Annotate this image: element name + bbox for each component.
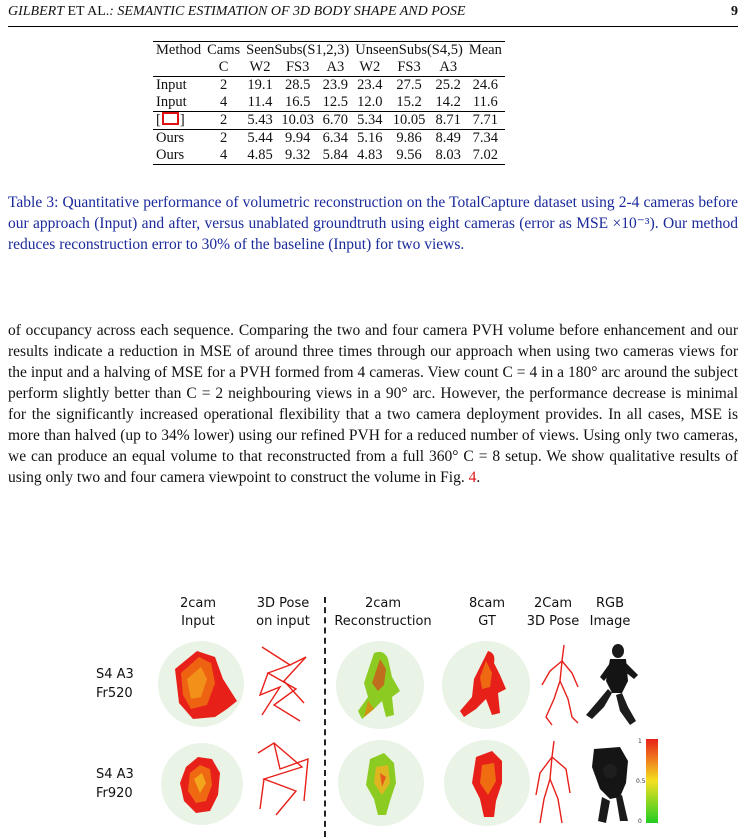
table-subheader-row (153, 59, 505, 77)
table-cell: 5.34 (352, 112, 387, 130)
row-label: S4 A3 Fr920 (96, 767, 134, 801)
body-paragraph: of occupancy across each sequence. Comparing the two and four camera PVH volume before enhancement and our results indicate a reduction in MSE of around three times through our approach when using two cameras views for the input and a halving of MSE for a PVH formed from 4 cameras. View count C = 4 in a 180° arc around the subject perform slightly better than C = 2 neighbouring views in a 90° arc. However, the performance decrease is minimal for the significantly increased operational flexibility that a two camera deployment provides. In all cases, MSE is more than halved (up to 34% lower) using our refined PVH for a reduced number of views. Using only two cameras, we can produce an equal volume to that reconstructed from a full 360° C = 8 setup. We show qualitative results of using only two and four camera viewpoint to construct the volume in Fig. 4. (8, 322, 738, 486)
table-caption: Table 3: Quantitative performance of volumetric reconstruction on the TotalCapture dataset using 2-4 cameras before our approach (Input) and after, versus unablated groundtruth using eight cameras (error as MSE ×10⁻³). Our method reduces reconstruction error to 30% of the baseline (Input) for two views. (8, 194, 738, 253)
table-cell: Input (153, 77, 204, 95)
table-header-cell: SeenSubs(S1,2,3) (243, 42, 352, 60)
pose-2cam-image (534, 641, 586, 729)
table-header-cell: Cams (204, 42, 243, 60)
table-cell: 9.32 (277, 147, 319, 165)
table-cell: 2 (204, 130, 243, 148)
table-header-cell: A3 (326, 59, 345, 75)
table-cell: 4.83 (352, 147, 387, 165)
table-cell: 4 (220, 94, 228, 110)
table-cell: 12.0 (357, 94, 383, 110)
table-row (153, 130, 505, 148)
table-cell: Input (156, 94, 187, 110)
rgb-image (582, 641, 644, 729)
table-cell: 16.5 (285, 94, 311, 110)
pose-on-input-image (254, 643, 314, 725)
table-cell: 12.5 (322, 94, 349, 110)
colorbar (636, 735, 666, 827)
table-cell: 7.02 (466, 147, 505, 165)
table-cell: 5.84 (318, 147, 352, 165)
column-header: 2cam Input (179, 596, 217, 629)
table-row (153, 77, 505, 95)
separator-dashed-line (324, 597, 326, 837)
table-cell: 23.9 (318, 77, 352, 95)
column-header: 2Cam 3D Pose (526, 596, 580, 629)
table-cell: 6.70 (318, 112, 352, 130)
reconstruction-image (334, 639, 426, 731)
table-cell-citation[interactable]: [ ] (153, 112, 204, 130)
table-cell: 11.4 (247, 94, 273, 110)
table-header-cell: UnseenSubs(S4,5) (352, 42, 466, 60)
table-cell: 23.4 (352, 77, 387, 95)
table-cell: 7.34 (466, 130, 505, 148)
ground-truth-image (442, 737, 532, 829)
input-volume-image (160, 739, 244, 829)
column-header: 8cam GT (468, 596, 506, 629)
table-cell: 4 (204, 147, 243, 165)
table-cell: 7.71 (466, 112, 505, 130)
table-cell: 2 (204, 112, 243, 130)
pose-on-input-image (254, 739, 314, 821)
table-cell: 2 (204, 77, 243, 95)
citation-link-box[interactable] (162, 112, 179, 125)
table-cell: 9.86 (387, 130, 430, 148)
colorbar-tick-label: 0.5 (636, 778, 646, 785)
table-row (153, 147, 505, 165)
table-header-row (153, 42, 505, 60)
table-cell: 15.2 (396, 94, 422, 110)
table-cell: 24.6 (466, 77, 505, 95)
table-cell: 10.05 (387, 112, 430, 130)
table-cell: 14.2 (435, 94, 461, 110)
table-cell: Ours (153, 147, 204, 165)
pose-2cam-image (530, 737, 578, 829)
table-cell: 6.34 (318, 130, 352, 148)
table-header-cell: W2 (249, 59, 271, 75)
table-cell: 11.6 (472, 94, 498, 110)
table-header-cell: FS3 (285, 59, 310, 75)
table-cell: 8.71 (431, 112, 466, 130)
row-label: S4 A3 Fr520 (96, 667, 134, 701)
results-table (153, 41, 505, 165)
running-header (8, 4, 738, 27)
table-row (153, 112, 505, 130)
table-cell: 5.43 (243, 112, 277, 130)
ground-truth-image (440, 639, 532, 731)
table-header-cell: A3 (439, 59, 458, 75)
table-cell: 19.1 (243, 77, 277, 95)
column-header: 2cam Reconstruction (334, 596, 432, 629)
table-header-cell: C (218, 59, 229, 75)
colorbar-tick-label: 1 (638, 738, 642, 745)
table-header-cell (153, 59, 204, 77)
table-cell: 25.2 (431, 77, 466, 95)
table-cell: 9.56 (387, 147, 430, 165)
table-cell: 28.5 (277, 77, 319, 95)
table-header-cell: W2 (359, 59, 381, 75)
table-row (153, 94, 505, 112)
reconstruction-image (336, 737, 426, 829)
column-header: 3D Pose on input (256, 596, 310, 629)
rgb-image (580, 737, 636, 827)
table-cell: Ours (153, 130, 204, 148)
table-cell: 9.94 (277, 130, 319, 148)
table-header-cell: Mean (466, 42, 505, 60)
table-cell: 5.44 (243, 130, 277, 148)
figure-reference-link[interactable]: 4 (468, 469, 477, 486)
table-cell: 27.5 (387, 77, 430, 95)
column-header: RGB Image (589, 596, 631, 629)
table-cell: 8.49 (431, 130, 466, 148)
figure-4 (0, 595, 746, 839)
table-cell: 5.16 (352, 130, 387, 148)
table-cell: 8.03 (431, 147, 466, 165)
table-cell: 4.85 (243, 147, 277, 165)
page-number: 9 (731, 4, 738, 19)
running-title: GILBERT ET AL.: SEMANTIC ESTIMATION OF 3D BODY SHAPE AND POSE (8, 4, 466, 19)
table-header-cell: FS3 (397, 59, 421, 75)
table-header-cell: Method (153, 42, 204, 60)
table-header-cell (466, 59, 505, 77)
table-cell: 10.03 (277, 112, 319, 130)
colorbar-tick-label: 0 (638, 818, 642, 825)
input-volume-image (157, 639, 245, 729)
